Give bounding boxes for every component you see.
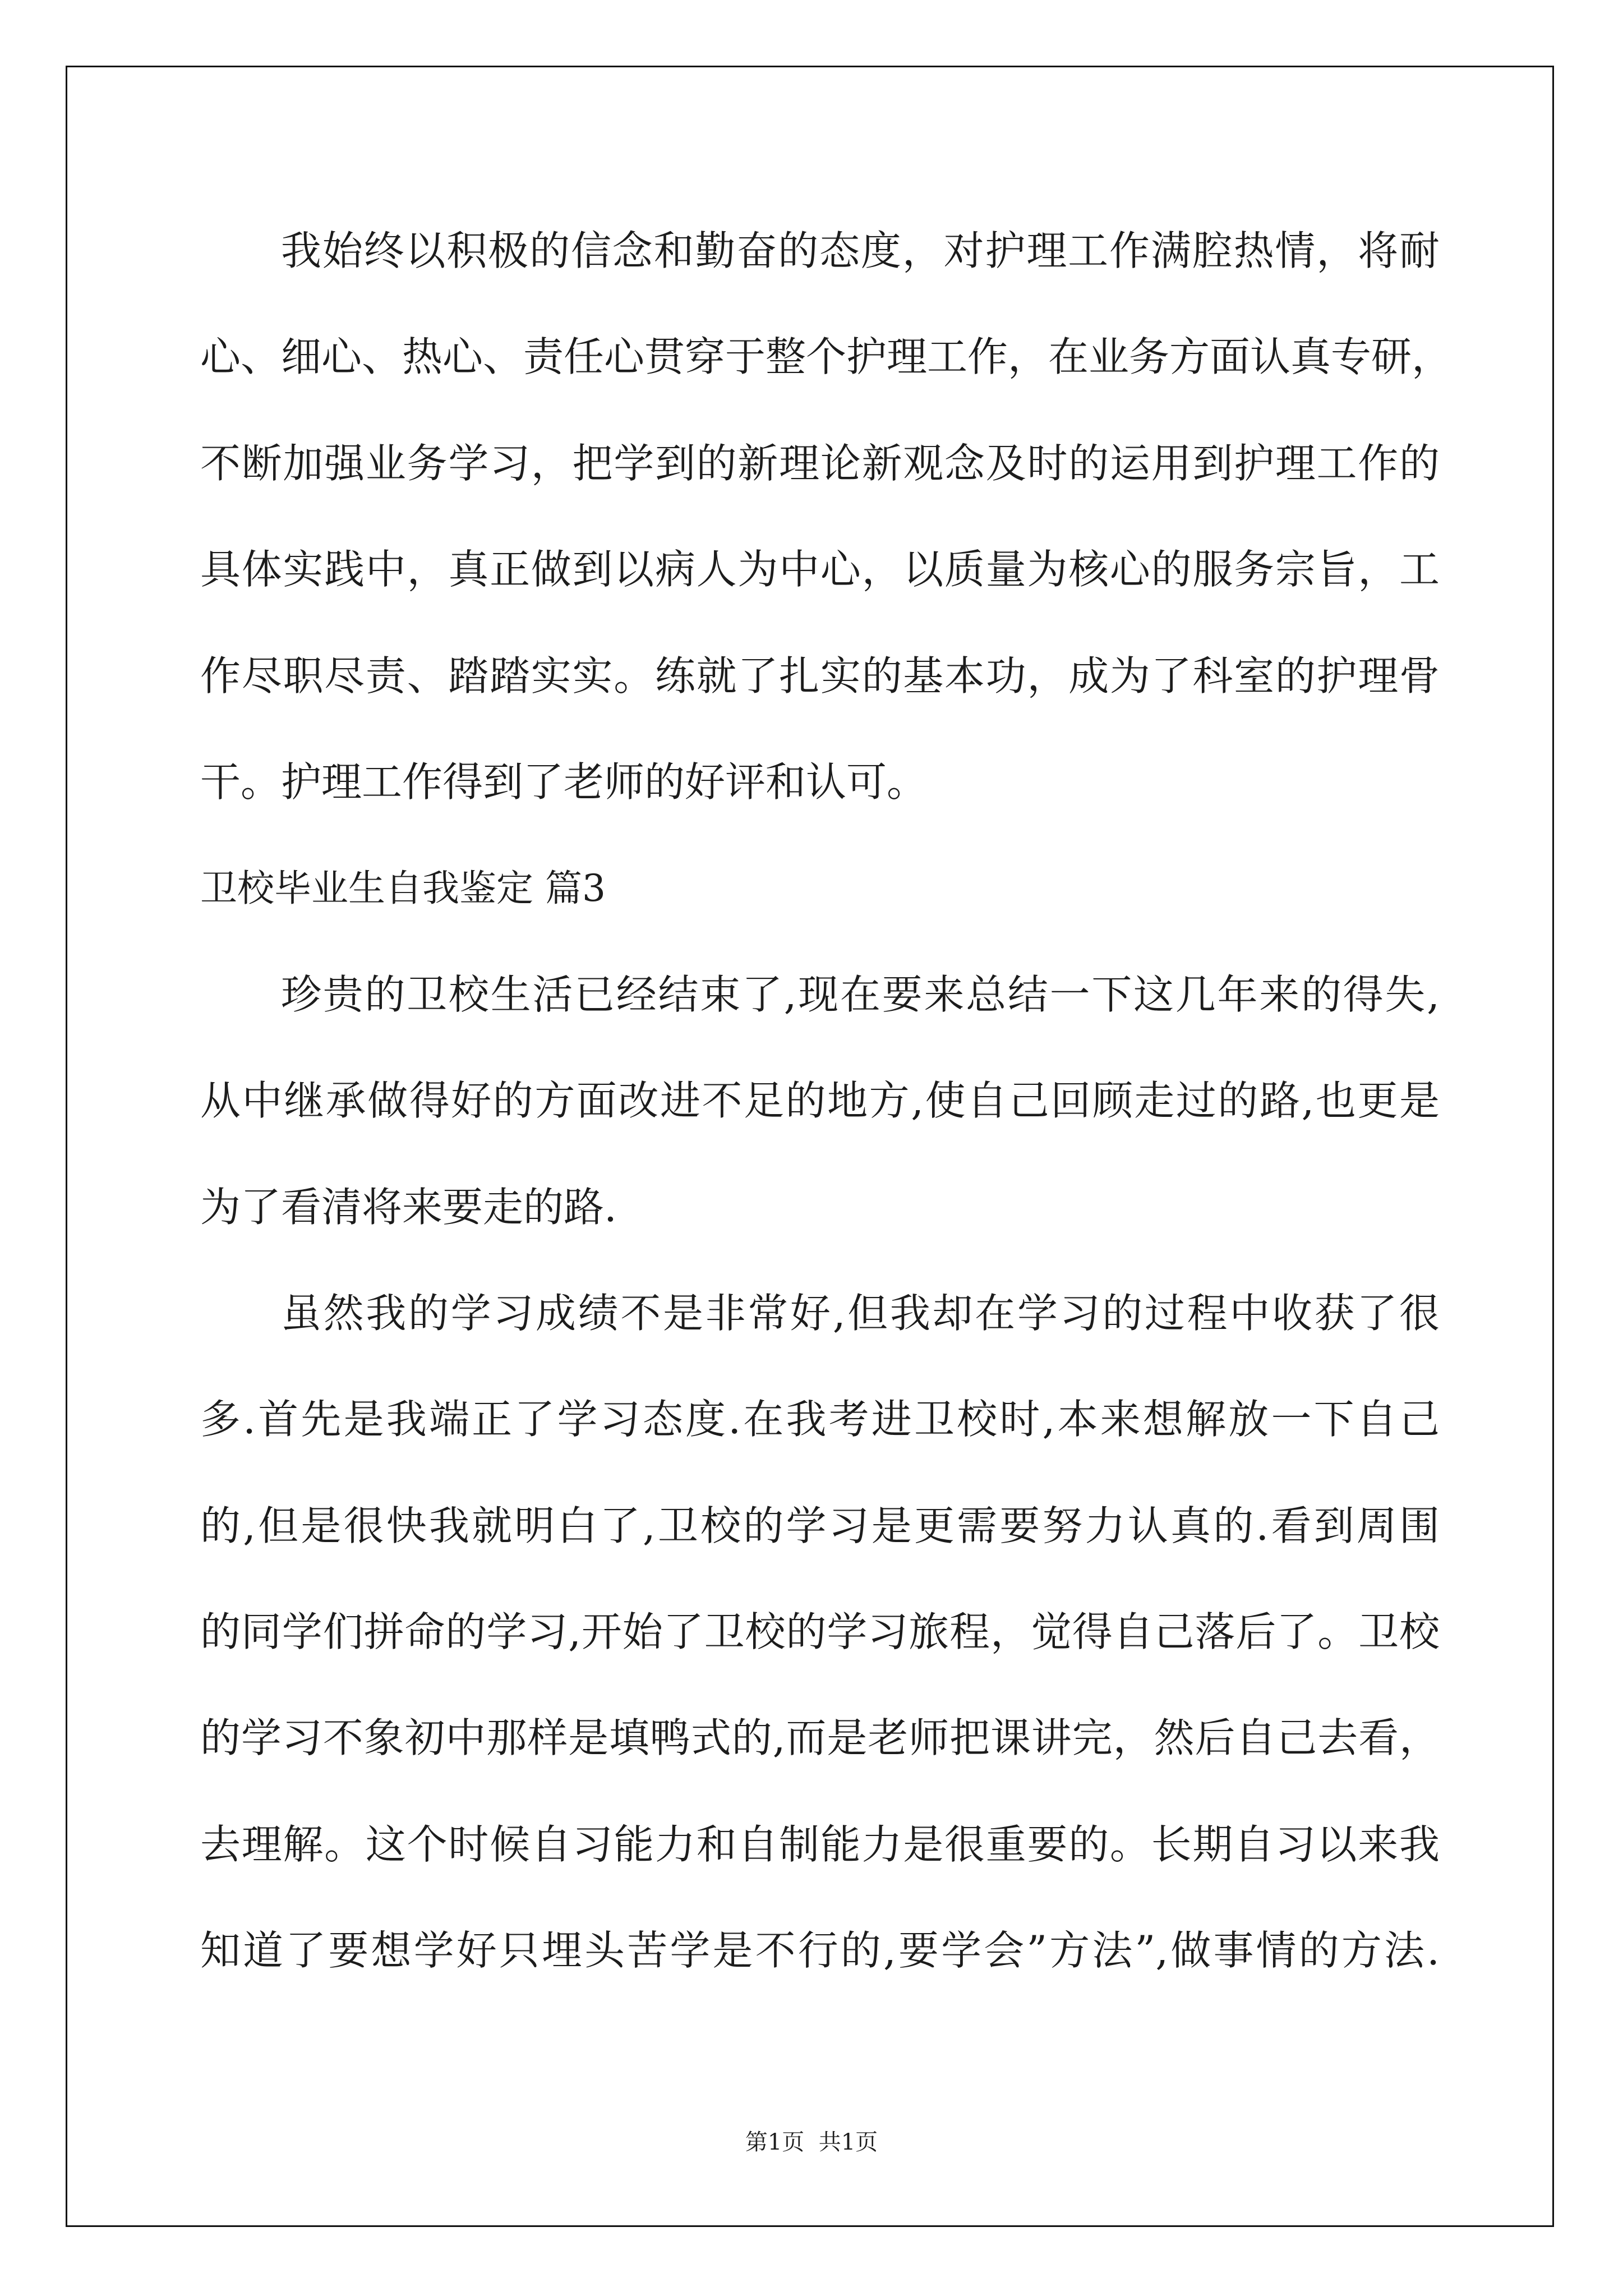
paragraph-line: 为了看清将来要走的路. [200,1183,617,1231]
paragraph-line: 去理解。这个时候自习能力和自制能力是很重要的。长期自习以来我 [200,1820,1440,1868]
section-heading: 卫校毕业生自我鉴定 篇3 [200,867,606,910]
paragraph-line: 珍贵的卫校生活已经结束了,现在要来总结一下这几年来的得失, [281,970,1440,1018]
paragraph-line: 心、细心、热心、责任心贯穿于整个护理工作，在业务方面认真专研， [200,333,1453,381]
paragraph-line: 的,但是很快我就明白了,卫校的学习是更需要努力认真的.看到周围 [200,1502,1440,1549]
paragraph-line: 作尽职尽责、踏踏实实。练就了扎实的基本功，成为了科室的护理骨 [200,652,1440,700]
paragraph-line: 的学习不象初中那样是填鸭式的,而是老师把课讲完，然后自己去看， [200,1714,1440,1762]
paragraph-line: 我始终以积极的信念和勤奋的态度，对护理工作满腔热情，将耐 [281,227,1440,274]
paragraph-line: 的同学们拼命的学习,开始了卫校的学习旅程，觉得自己落后了。卫校 [200,1608,1440,1656]
paragraph-line: 虽然我的学习成绩不是非常好,但我却在学习的过程中收获了很 [281,1289,1440,1337]
body-text [200,198,1453,2004]
paragraph-line: 不断加强业务学习，把学到的新理论新观念及时的运用到护理工作的 [200,439,1440,487]
paragraph-line: 知道了要想学好只埋头苦学是不行的,要学会”方法”,做事情的方法. [200,1927,1440,1975]
paragraph-line: 干。护理工作得到了老师的好评和认可。 [200,758,928,806]
paragraph-line: 具体实践中，真正做到以病人为中心，以质量为核心的服务宗旨，工 [200,546,1440,593]
paragraph-line: 从中继承做得好的方面改进不足的地方,使自己回顾走过的路,也更是 [200,1077,1440,1125]
paragraph-line: 多.首先是我端正了学习态度.在我考进卫校时,本来想解放一下自己 [200,1396,1440,1443]
page-footer: 第1页 共1页 [745,2129,878,2155]
